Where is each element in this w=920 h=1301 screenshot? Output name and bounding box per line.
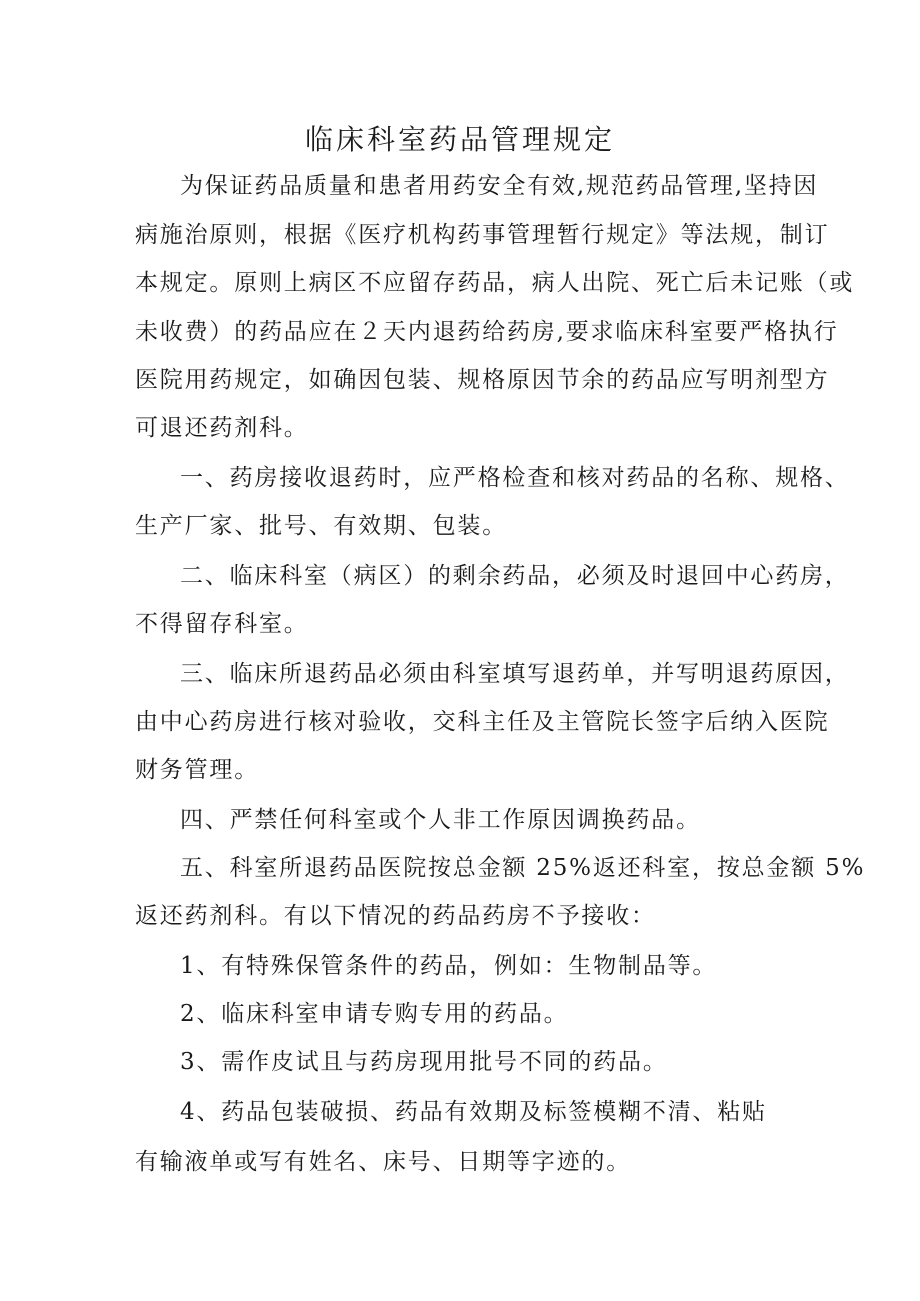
text-line: 病施治原则，根据《医疗机构药事管理暂行规定》等法规，制订 bbox=[135, 222, 830, 248]
list-item: 2、临床科室申请专购专用的药品。 bbox=[180, 1001, 569, 1027]
text-line: 四、严禁任何科室或个人非工作原因调换药品。 bbox=[180, 807, 701, 833]
list-item: 4、药品包装破损、药品有效期及标签模糊不清、粘贴 bbox=[180, 1099, 767, 1125]
text-line: 医院用药规定，如确因包装、规格原因节余的药品应写明剂型方 bbox=[135, 367, 830, 393]
text-line: 五、科室所退药品医院按总金额 25%返还科室，按总金额 5% bbox=[180, 855, 866, 881]
text-line: 为保证药品质量和患者用药安全有效,规范药品管理,坚持因 bbox=[180, 173, 819, 199]
list-item: 1、有特殊保管条件的药品，例如：生物制品等。 bbox=[180, 953, 718, 979]
text-line: 有输液单或写有姓名、床号、日期等字迹的。 bbox=[135, 1149, 631, 1175]
text-line: 一、药房接收退药时，应严格检查和核对药品的名称、规格、 bbox=[180, 465, 850, 491]
text-line: 可退还药剂科。 bbox=[135, 415, 309, 441]
text-line: 由中心药房进行核对验收，交科主任及主管院长签字后纳入医院 bbox=[135, 709, 830, 735]
page-title: 临床科室药品管理规定 bbox=[304, 123, 615, 156]
text-line: 不得留存科室。 bbox=[135, 611, 309, 637]
text-line: 返还药剂科。有以下情况的药品药房不予接收： bbox=[135, 903, 656, 929]
text-line: 生产厂家、批号、有效期、包装。 bbox=[135, 513, 507, 539]
text-line: 二、临床科室（病区）的剩余药品，必须及时退回中心药房， bbox=[180, 563, 850, 589]
list-item: 3、需作皮试且与药房现用批号不同的药品。 bbox=[180, 1049, 668, 1075]
text-line: 三、临床所退药品必须由科室填写退药单，并写明退药原因， bbox=[180, 661, 850, 687]
text-line: 未收费）的药品应在２天内退药给药房,要求临床科室要严格执行 bbox=[135, 319, 839, 345]
text-line: 本规定。原则上病区不应留存药品，病人出院、死亡后未记账（或 bbox=[135, 270, 855, 296]
text-line: 财务管理。 bbox=[135, 757, 259, 783]
